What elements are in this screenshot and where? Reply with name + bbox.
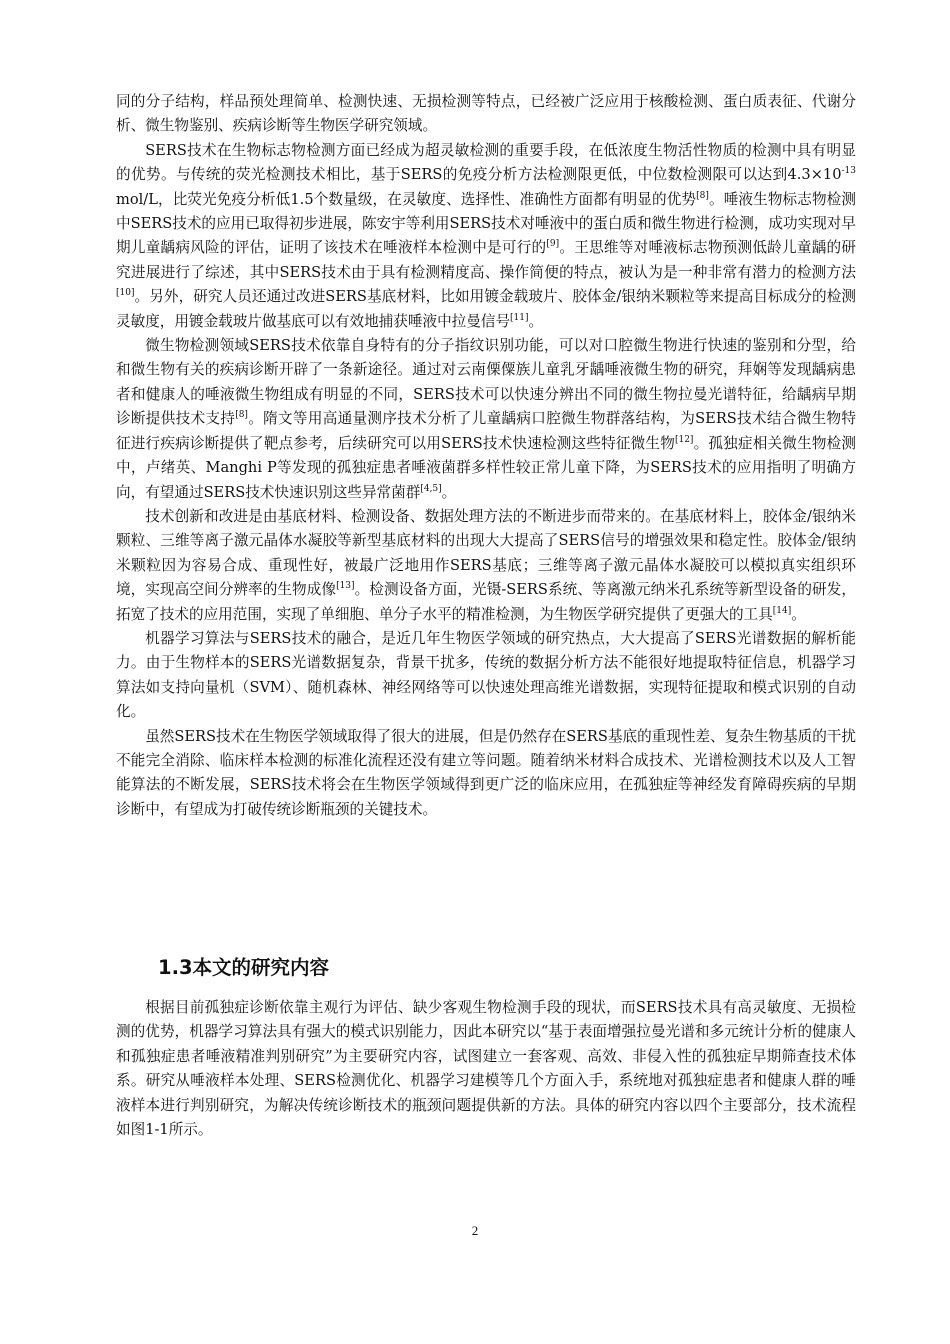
citation: [8] [235,410,248,421]
citation: [14] [772,605,792,616]
paragraph-machine-learning: 机器学习算法与SERS技术的融合，是近几年生物医学领域的研究热点，大大提高了SERS光谱数据的解析能力。由于生物样本的SERS光谱数据复杂，背景干扰多，传统的数据分析方法不能很好地提取特征信息，机器学习算法如支持向量机（SVM）、随机森林、神经网络等可以快速处理高维光谱数据，实现特征提取和模式识别的自动化。 [116,629,856,721]
paragraph-research-content: 根据目前孤独症诊断依靠主观行为评估、缺少客观生物检测手段的现状，而SERS技术具有高灵敏度、无损检测的优势，机器学习算法具有强大的模式识别能力，因此本研究以“基于表面增强拉曼光谱和多元统计分析的健康人和孤独症患者唾液精准判别研究”为主要研究内容，试图建立一套客观、高效、非侵入性的孤独症早期筛查技术体系。研究从唾液样本处理、SERS检测优化、机器学习建模等几个方面入手，系统地对孤独症患者和健康人群的唾液样本进行判别研究，为解决传统诊断技术的瓶颈问题提供新的方法。具体的研究内容以四个主要部分，技术流程如图1-1所示。 [116,999,856,1139]
citation: [9] [546,239,560,250]
citation: [4,5] [420,483,442,494]
text-run: 技术创新和改进是由基底材料、检测设备、数据处理方法的不断进步而带来的。在基底材料上，胶体金/银纳米颗粒、三维等离子激元晶体水凝胶等新型基底材料的出现大大提高了SERS信号的增强效果和稳定性。胶体金/银纳米颗粒因为容易合成、重现性好，被最广泛地用作SERS基底；三维等离子激元晶体水凝胶可以模拟真实组织环境，实现高空间分辨率的生物成像 [116,507,856,599]
text-run: 。 [528,312,544,330]
section-heading: 1.3本文的研究内容 [158,956,330,979]
text-run: SERS技术在生物标志物检测方面已经成为超灵敏检测的重要手段，在低浓度生物活性物质的检测中具有明显的优势。与传统的荧光检测技术相比，基于SERS的免疫分析方法检测限更低，中位数检测限可以达到4.3×10 [116,141,856,184]
text-run: 。 [441,483,457,501]
text-run: 。 [791,605,806,623]
citation: [13] [336,581,355,592]
citation: [12] [674,434,694,445]
paragraph-sers-biomarker [116,139,856,334]
page-number: 2 [471,1223,479,1238]
text-run: 。另外，研究人员还通过改进SERS基底材料，比如用镀金载玻片、胶体金/银纳米颗粒等来提高目标成分的检测灵敏度，用镀金载玻片做基底可以有效地捕获唾液中拉曼信号 [116,288,856,330]
text-run: 。唾液生物标志物检测中SERS技术的应用已取得初步进展，陈安宇等利用SERS技术对唾液中的蛋白质和微生物进行检测，成功实现对早期儿童龋病风险的评估，证明了该技术在唾液样本检测中是可行的 [116,190,856,257]
citation: [11] [510,312,529,323]
text-run: 。检测设备方面，光镊-SERS系统、等离激元纳米孔系统等新型设备的研发，拓宽了技术的应用范围，实现了单细胞、单分子水平的精准检测，为生物医学研究提供了更强大的工具 [116,581,856,623]
text-run: 微生物检测领域SERS技术依靠自身特有的分子指纹识别功能，可以对口腔微生物进行快速的鉴别和分型，给和微生物有关的疾病诊断开辟了一条新途径。通过对云南傈僳族儿童乳牙龋唾液微生物的研究，拜娴等发现龋病患者和健康人的唾液微生物组成有明显的不同，SERS技术可以快速分辨出不同的微生物拉曼光谱特征，给龋病早期诊断提供技术支持 [116,337,856,428]
text-run: mol/L，比荧光免疫分析低1.5个数量级，在灵敏度、选择性、准确性方面都有明显的优势 [116,190,697,208]
paragraph-outlook: 虽然SERS技术在生物医学领域取得了很大的进展，但是仍然存在SERS基底的重现性差、复杂生物基质的干扰不能完全消除、临床样本检测的标准化流程还没有建立等问题。随着纳米材料合成技术、光谱检测技术以及人工智能算法的不断发展，SERS技术将会在生物医学领域得到更广泛的临床应用，在孤独症等神经发育障碍疾病的早期诊断中，有望成为打破传统诊断瓶颈的关键技术。 [116,727,856,818]
text-run: 。王思维等对唾液标志物预测低龄儿童龋的研究进展进行了综述，其中SERS技术由于具有检测精度高、操作简便的特点，被认为是一种非常有潜力的检测方法 [116,239,856,281]
text-run: 。孤独症相关微生物检测中，卢绪英、Manghi P等发现的孤独症患者唾液菌群多样性较正常儿童下降，为SERS技术的应用指明了明确方向，有望通过SERS技术快速识别这些异常菌群 [116,434,856,501]
citation: [8] [696,190,709,201]
section-body [116,996,856,1142]
citation: [10] [116,288,135,299]
paragraph-microbe-detection [116,334,856,505]
paragraph-tech-innovation [116,505,856,627]
text-run: 。隋文等用高通量测序技术分析了儿童龋病口腔微生物群落结构，为SERS技术结合微生物特征进行疾病诊断提供了靶点参考，后续研究可以用SERS技术快速检测这些特征微生物 [116,410,856,452]
paragraph: 同的分子结构，样品预处理简单、检测快速、无损检测等特点，已经被广泛应用于核酸检测、蛋白质表征、代谢分析、微生物鉴别、疾病诊断等生物医学研究领域。 [116,93,856,135]
body-text [116,90,856,822]
exponent: -13 [841,166,856,177]
